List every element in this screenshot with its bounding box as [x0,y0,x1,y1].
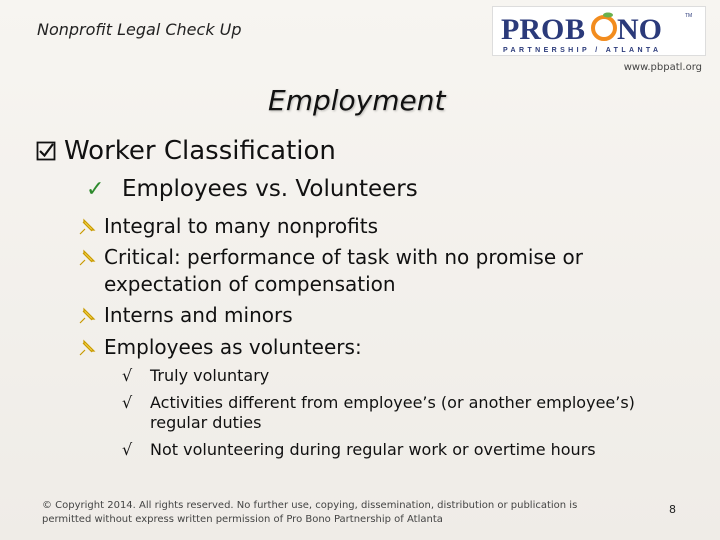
header-title: Nonprofit Legal Check Up [37,20,242,39]
svg-text:B: B [565,13,586,46]
bullet-level4-text: Activities different from employee’s (or another employee’s) regular duties [150,393,635,432]
page-number: 8 [669,503,676,516]
bullet-level3 [78,213,618,240]
bullet-level3 [78,334,618,361]
svg-text:NO: NO [617,13,662,46]
bullet-level4 [122,366,662,386]
bullet-level4 [122,440,662,460]
website-url: www.pbpatl.org [623,62,702,73]
radical-bullet-icon: √ [122,366,133,385]
bullet-level3-text: Employees as volunteers: [104,335,362,359]
radical-bullet-icon: √ [122,393,133,412]
bullet-level4 [122,393,662,433]
bullet-level1-text: Worker Classification [64,136,336,166]
bullet-level4-text: Not volunteering during regular work or overtime hours [150,440,596,459]
bullet-level3-text: Critical: performance of task with no promise or expectation of compensation [104,245,583,296]
logo [492,6,706,56]
bullet-level1 [36,136,336,166]
pro-bono-logo-icon [493,7,707,57]
radical-bullet-icon: √ [122,440,133,459]
pushpin-icon [78,249,96,267]
bullet-level3 [78,302,618,329]
bullet-level2 [86,176,418,202]
svg-text:PRO: PRO [501,13,565,46]
logo-subtitle: PARTNERSHIP / ATLANTA [503,47,662,54]
bullet-level3-text: Interns and minors [104,303,293,327]
pushpin-icon [78,218,96,236]
bullet-level3 [78,244,588,298]
copyright-notice: © Copyright 2014. All rights reserved. No further use, copying, dissemination, distribution or publication is permitted without express written permission of Pro Bono Partnership of Atlanta [42,500,578,525]
pushpin-icon [78,339,96,357]
checked-box-icon [36,141,56,161]
bullet-level3-text: Integral to many nonprofits [104,214,379,238]
bullet-level4-text: Truly voluntary [150,366,270,385]
bullet-level2-text: Employees vs. Volunteers [122,176,418,202]
logo-tm: TM [685,13,693,19]
pushpin-icon [78,307,96,325]
slide-title: Employment [268,84,446,117]
checkmark-icon: ✓ [86,176,105,202]
